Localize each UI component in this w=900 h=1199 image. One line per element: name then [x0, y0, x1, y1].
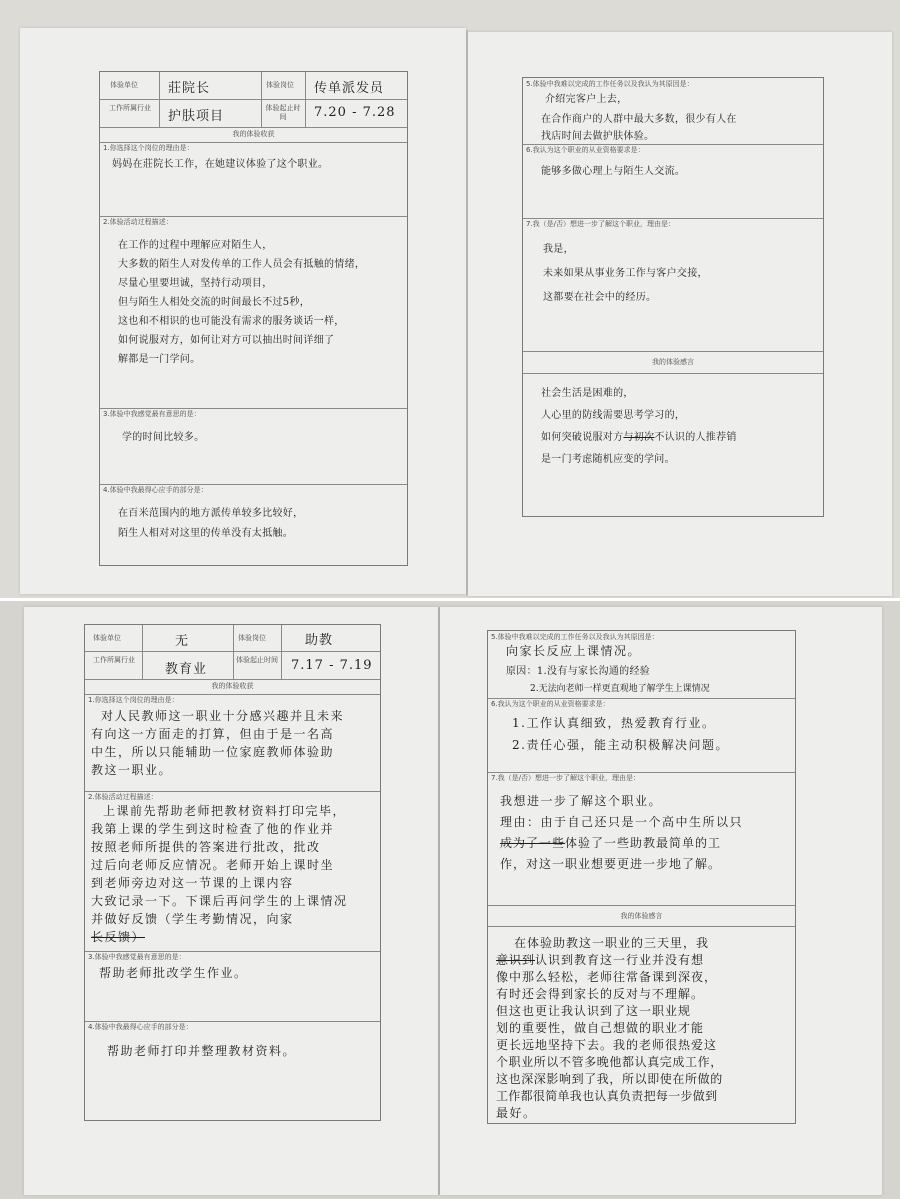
answer-line: 我想进一步了解这个职业。	[500, 794, 663, 808]
answer-line: 过后向老师反应情况。老师开始上课时坐	[91, 858, 335, 872]
answer-line: 未来如果从事业务工作与客户交接，	[543, 268, 708, 279]
answer-line: 2.无法向老师一样更直观地了解学生上课情况	[530, 684, 710, 694]
post-label: 体验岗位	[238, 634, 266, 642]
answer-line: 中生，所以只能辅助一位家庭教师体验助	[91, 745, 335, 759]
answer-line: 能够多做心理上与陌生人交流。	[541, 166, 686, 177]
answer-line: 作，对这一职业想要更进一步地了解。	[500, 857, 722, 871]
answer-line: 这也深深影响到了我，所以即使在所做的	[496, 1072, 723, 1086]
industry-value: 护肤项目	[168, 109, 225, 124]
answer-line: 工作都很简单我也认真负责把每一步做到	[496, 1089, 718, 1103]
form2-right	[487, 630, 796, 1124]
answer-line: 原因：1.没有与家长沟通的经验	[506, 666, 651, 677]
answer-line: 在体验助教这一职业的三天里，我	[514, 936, 710, 950]
answer-line: 理由：由于自己还只是一个高中生所以只	[500, 815, 744, 829]
answer-line: 我第上课的学生到这时检查了他的作业并	[91, 822, 335, 836]
answer-line: 按照老师所提供的答案进行批改，批改	[91, 840, 321, 854]
answer-line: 找店时间去做护肤体验。	[541, 131, 655, 142]
answer-line: 学的时间比较多。	[122, 432, 205, 443]
industry-label: 工作所属行业	[109, 104, 151, 112]
q5-label: 5.体验中我难以完成的工作任务以及我认为其原因是：	[526, 80, 694, 88]
struck-text: 与初次	[623, 432, 655, 443]
answer-line: 帮助老师打印并整理教材资料。	[107, 1044, 297, 1058]
answer-line: 像中那么轻松，老师往常备课到深夜，	[496, 970, 718, 984]
post-label: 体验岗位	[266, 81, 294, 89]
answer-line: 解都是一门学问。	[118, 354, 201, 365]
answer-line: 有时还会得到家长的反对与不理解。	[496, 987, 705, 1001]
period-value: 7.20 - 7.28	[314, 105, 396, 120]
q6-label: 6.我认为这个职业的从业资格要求是：	[526, 146, 645, 154]
photo-bottom	[0, 601, 900, 1199]
answer-line: 意识到认识到教育这一行业并没有想	[496, 953, 705, 967]
answer-line: 尽量心里要坦诚，坚持行动项目，	[118, 278, 273, 289]
answer-line: 向家长反应上课情况。	[506, 644, 642, 658]
industry-value: 教育业	[165, 662, 208, 677]
q4-label: 4.体验中我最得心应手的部分是：	[103, 486, 208, 494]
answer-line: 成为了一些体验了一些助教最简单的工	[500, 836, 722, 850]
answer-line: 大致记录一下。下课后再问学生的上课情况	[91, 894, 348, 908]
post-value: 传单派发员	[314, 81, 385, 96]
unit-label: 体验单位	[93, 634, 121, 642]
industry-label: 工作所属行业	[93, 656, 135, 664]
form1-left	[99, 71, 408, 566]
q4-label: 4.体验中我最得心应手的部分是：	[88, 1023, 193, 1031]
answer-line: 大多数的陌生人对发传单的工作人员会有抵触的情绪，	[118, 259, 366, 270]
answer-line: 对人民教师这一职业十分感兴趣并且未来	[101, 709, 345, 723]
gains-header: 我的体验收获	[232, 130, 275, 138]
answer-line: 如何突破说服对方与初次不认识的人推荐销	[541, 432, 737, 443]
answer-line: 这也和不相识的也可能没有需求的服务谈话一样，	[118, 316, 345, 327]
answer-line: 并做好反馈（学生考勤情况，向家	[91, 912, 294, 926]
q6-label: 6.我认为这个职业的从业资格要求是：	[491, 700, 610, 708]
answer-line: 如何说服对方，如何让对方可以抽出时间详细了	[118, 335, 335, 346]
struck-text: 成为了一些	[500, 836, 566, 850]
feelings-header: 我的体验感言	[620, 912, 663, 920]
answer-line: 最好。	[496, 1106, 537, 1120]
unit-value: 莊院长	[168, 81, 211, 96]
q3-label: 3.体验中我感觉最有意思的是：	[103, 410, 201, 418]
answer-line: 上课前先帮助老师把教材资料打印完毕，	[103, 804, 347, 818]
q1-label: 1.你选择这个岗位的理由是：	[88, 696, 179, 704]
period-value: 7.17 - 7.19	[291, 658, 373, 673]
answer-line: 2.责任心强，能主动积极解决问题。	[512, 738, 729, 752]
answer-line: 社会生活是困难的，	[541, 388, 634, 399]
form2-left	[84, 624, 381, 1121]
form1-right	[522, 77, 824, 517]
answer-line: 在工作的过程中理解应对陌生人，	[118, 240, 273, 251]
answer-line: 但与陌生人相处交流的时间最长不过5秒，	[118, 297, 311, 308]
answer-line: 这都要在社会中的经历。	[543, 292, 657, 303]
gains-header: 我的体验收获	[211, 682, 254, 690]
answer-line: 在合作商户的人群中最大多数，很少有人在	[541, 114, 737, 125]
answer-line: 划的重要性，做自己想做的职业才能	[496, 1021, 705, 1035]
struck-text: 长反馈）	[91, 930, 146, 944]
answer-line: 到老师旁边对这一节课的上课内容	[91, 876, 294, 890]
answer-line: 我是，	[543, 244, 574, 255]
answer-line: 妈妈在莊院长工作，在她建议体验了这个职业。	[112, 159, 329, 170]
answer-line: 教这一职业。	[91, 763, 173, 777]
q7-label: 7.我（是/否）想进一步了解这个职业，理由是：	[491, 774, 641, 782]
feelings-header: 我的体验感言	[652, 358, 694, 366]
q5-label: 5.体验中我难以完成的工作任务以及我认为其原因是：	[491, 633, 659, 641]
struck-text: 意识到	[496, 953, 536, 967]
photo-top	[0, 0, 900, 598]
answer-line: 人心里的防线需要思考学习的，	[541, 410, 686, 421]
answer-line: 有向这一方面走的打算，但由于是一名高	[91, 727, 335, 741]
answer-line: 在百米范围内的地方派传单较多比较好，	[118, 508, 304, 519]
answer-line: 但这也更让我认识到了这一职业规	[496, 1004, 692, 1018]
q2-label: 2.体验活动过程描述：	[88, 793, 158, 801]
answer-line: 个职业所以不管多晚他都认真完成工作，	[496, 1055, 723, 1069]
q7-label: 7.我（是/否）想进一步了解这个职业，理由是：	[526, 220, 676, 228]
answer-line: 更长远地坚持下去。我的老师很热爱这	[496, 1038, 718, 1052]
unit-label: 体验单位	[110, 81, 138, 89]
q3-label: 3.体验中我感觉最有意思的是：	[88, 953, 186, 961]
q2-label: 2.体验活动过程描述：	[103, 218, 173, 226]
answer-line: 陌生人相对对这里的传单没有太抵触。	[118, 528, 294, 539]
answer-line: 介绍完客户上去，	[545, 94, 628, 105]
q1-label: 1.你选择这个岗位的理由是：	[103, 144, 194, 152]
period-label: 体验起止时间	[265, 104, 301, 121]
answer-line: 帮助老师批改学生作业。	[99, 966, 248, 980]
answer-line: 1.工作认真细致，热爱教育行业。	[512, 716, 716, 730]
answer-line: 是一门考虑随机应变的学问。	[541, 454, 675, 465]
post-value: 助教	[305, 633, 334, 648]
unit-value: 无	[175, 634, 190, 649]
period-label: 体验起止时间	[236, 656, 278, 664]
